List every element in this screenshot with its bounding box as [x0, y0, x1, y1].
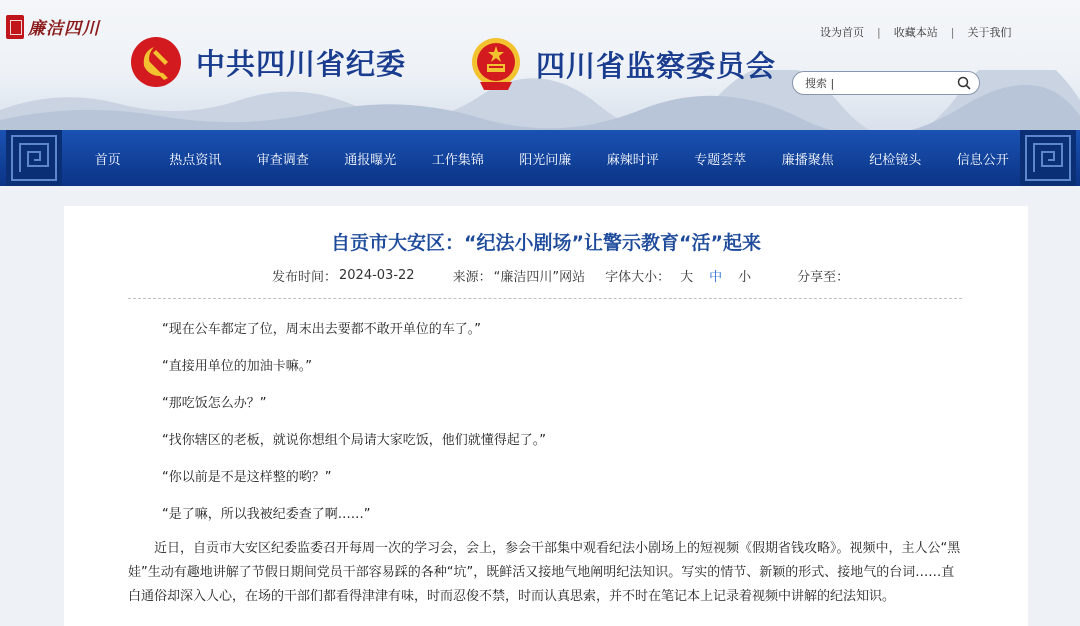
article-title: 自贡市大安区：“纪法小剧场”让警示教育“活”起来 — [331, 232, 761, 254]
nav-item-sunshine-inquiry[interactable]: 阳光问廉 — [519, 152, 572, 168]
article-paragraph: 近日，自贡市大安区纪委监委召开每周一次的学习会，会上，参会干部集中观看纪法小剧场上的短视频《假期省钱攻略》。视频中，主人公“黑娃”生动有趣地讲解了节假日期间党员干部容易踩的各种“坑”，既鲜活又接地气地阐明纪法知识。写实的情节、新颖的形式、接地气的台词……直白通俗却深入人心，在场的干部们都看得津津有味，时而忍俊不禁，时而认真思索，并不时在笔记本上记录着视频中讲解的纪法知识。 — [128, 541, 961, 604]
nav-item-investigation[interactable]: 审查调查 — [256, 152, 309, 168]
share-label: 分享至： — [797, 270, 850, 285]
quote-line: “现在公车都定了位，周末出去要都不敢开单位的车了。” — [162, 322, 481, 337]
site-header — [0, 0, 1080, 130]
font-size-small-button[interactable]: 小 — [738, 270, 752, 285]
set-homepage-link[interactable]: 设为首页 — [820, 26, 864, 39]
nav-item-special-topics[interactable]: 专题荟萃 — [694, 152, 747, 168]
link-separator: | — [950, 25, 955, 39]
search-input[interactable] — [805, 77, 957, 90]
nav-item-work-highlights[interactable]: 工作集锦 — [431, 152, 484, 168]
quote-line: “直接用单位的加油卡嘛。” — [162, 359, 312, 374]
brand-discipline-commission — [130, 36, 406, 88]
quote-line: “你以前是不是这样整的哟？” — [162, 470, 332, 485]
national-emblem-icon — [470, 36, 522, 92]
link-separator: | — [877, 25, 881, 39]
bookmark-link[interactable]: 收藏本站 — [893, 26, 938, 39]
brand-supervisory-commission — [470, 36, 776, 92]
main-nav — [0, 130, 1080, 186]
article-body — [128, 314, 962, 609]
brand-right-title: 四川省监察委员会 — [536, 48, 777, 83]
about-us-link[interactable]: 关于我们 — [967, 26, 1012, 39]
article-container — [64, 206, 1028, 626]
search-box[interactable] — [792, 71, 980, 95]
nav-item-camera[interactable]: 纪检镜头 — [869, 152, 922, 168]
fret-pattern-icon — [1020, 130, 1076, 186]
font-size-large-button[interactable]: 大 — [680, 270, 694, 285]
top-links — [820, 24, 1011, 40]
font-size-label: 字体大小： — [605, 270, 671, 285]
nav-item-exposure[interactable]: 通报曝光 — [344, 152, 397, 168]
quote-line: “那吃饭怎么办？” — [162, 396, 267, 411]
nav-item-hot-news[interactable]: 热点资讯 — [169, 152, 222, 168]
site-logo[interactable] — [6, 14, 100, 39]
meta-divider — [128, 298, 962, 299]
date-label: 发布时间： — [272, 270, 338, 285]
nav-item-home[interactable]: 首页 — [94, 152, 121, 168]
font-size-medium-button[interactable]: 中 — [709, 270, 723, 285]
quote-line: “是了嘛，所以我被纪委查了啊……” — [162, 507, 371, 522]
publish-date: 2024-03-22 — [339, 268, 415, 283]
party-emblem-icon — [130, 36, 182, 88]
logo-seal-icon — [6, 15, 24, 39]
nav-items — [64, 130, 1024, 186]
brand-left-title: 中共四川省纪委 — [196, 46, 407, 81]
article-meta — [272, 266, 849, 285]
nav-item-commentary[interactable]: 麻辣时评 — [606, 152, 659, 168]
quote-line: “找你辖区的老板，就说你想组个局请大家吃饭，他们就懂得起了。” — [162, 433, 546, 448]
fret-pattern-icon — [6, 130, 62, 186]
search-icon[interactable] — [957, 76, 971, 90]
source-label: 来源： — [452, 270, 492, 285]
nav-item-info-disclosure[interactable]: 信息公开 — [956, 152, 1009, 168]
nav-item-broadcast[interactable]: 廉播聚焦 — [781, 152, 834, 168]
source-value: “廉洁四川”网站 — [493, 270, 586, 285]
logo-text: 廉洁四川 — [28, 19, 100, 39]
